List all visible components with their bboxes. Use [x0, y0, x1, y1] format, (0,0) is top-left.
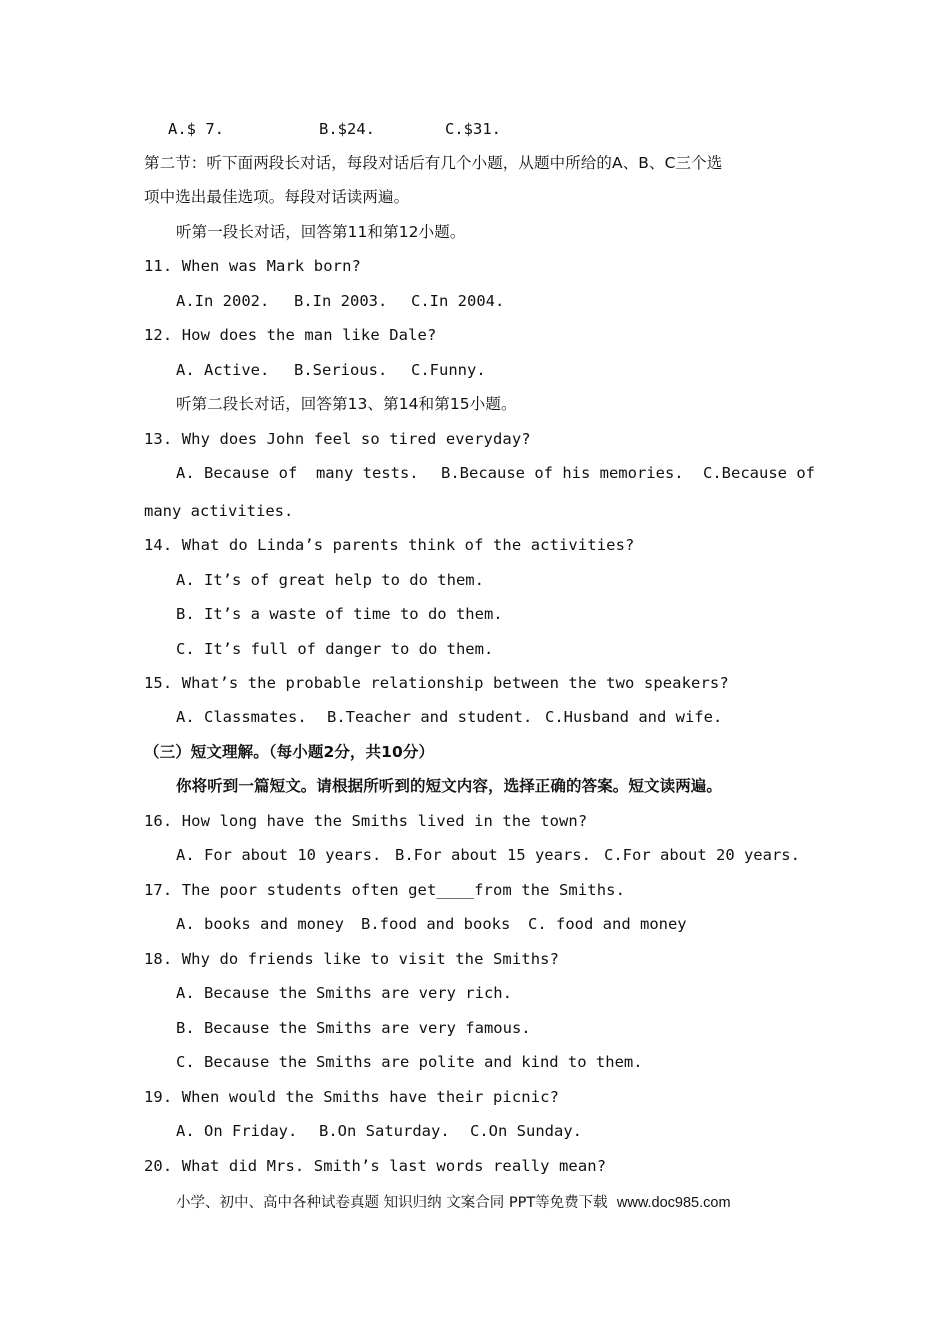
option-b: B.$24.	[319, 120, 375, 138]
question-11-stem: 11. When was Mark born?	[144, 257, 361, 275]
q17-option-c: C. food and money	[528, 915, 687, 933]
q16-option-a: A. For about 10 years.	[176, 846, 382, 864]
footer-ad	[176, 1191, 731, 1212]
q13-option-b: B.Because of his memories.	[441, 464, 684, 482]
q12-option-c: C.Funny.	[411, 361, 486, 379]
q11-option-b: B.In 2003.	[294, 292, 388, 310]
q14-option-b: B. It’s a waste of time to do them.	[176, 605, 503, 623]
q14-option-a: A. It’s of great help to do them.	[176, 571, 484, 589]
q18-option-a: A. Because the Smiths are very rich.	[176, 984, 512, 1002]
q17-option-b: B.food and books	[361, 915, 511, 933]
question-16-stem: 16. How long have the Smiths lived in the town?	[144, 812, 588, 830]
q12-option-b: B.Serious.	[294, 361, 388, 379]
q15-option-b: B.Teacher and student.	[327, 708, 533, 726]
q15-option-a: A. Classmates.	[176, 708, 307, 726]
q11-option-c: C.In 2004.	[411, 292, 505, 310]
q16-option-c: C.For about 20 years.	[604, 846, 800, 864]
question-14-stem: 14. What do Linda’s parents think of the activities?	[144, 536, 635, 554]
section3-instruction: 你将听到一篇短文。请根据所听到的短文内容，选择正确的答案。短文读两遍。	[176, 777, 723, 795]
question-12-stem: 12. How does the man like Dale?	[144, 326, 437, 344]
q18-option-b: B. Because the Smiths are very famous.	[176, 1019, 531, 1037]
q19-option-b: B.On Saturday.	[319, 1122, 450, 1140]
question-19-stem: 19. When would the Smiths have their picnic?	[144, 1088, 559, 1106]
q19-option-c: C.On Sunday.	[470, 1122, 582, 1140]
q13-option-c-continued: many activities.	[144, 502, 294, 520]
option-c: C.$31.	[445, 120, 501, 138]
question-20-stem: 20. What did Mrs. Smith’s last words really mean?	[144, 1157, 607, 1175]
q14-option-c: C. It’s full of danger to do them.	[176, 640, 494, 658]
q16-option-b: B.For about 15 years.	[395, 846, 591, 864]
question-15-stem: 15. What’s the probable relationship between the two speakers?	[144, 674, 729, 692]
footer-url[interactable]: www.doc985.com	[616, 1195, 731, 1211]
question-17-stem: 17. The poor students often get____from the Smiths.	[144, 881, 626, 899]
dialog1-intro: 听第一段长对话，回答第11和第12小题。	[176, 223, 466, 241]
q18-option-c: C. Because the Smiths are polite and kind to them.	[176, 1053, 643, 1071]
question-13-stem: 13. Why does John feel so tired everyday?	[144, 430, 531, 448]
section2-heading-line1: 第二节：听下面两段长对话，每段对话后有几个小题，从题中所给的A、B、C三个选	[144, 154, 723, 172]
q13-option-c: C.Because of	[703, 464, 815, 482]
option-a: A.$ 7.	[168, 120, 224, 138]
q12-option-a: A. Active.	[176, 361, 270, 379]
q19-option-a: A. On Friday.	[176, 1122, 298, 1140]
q15-option-c: C.Husband and wife.	[545, 708, 723, 726]
dialog2-intro: 听第二段长对话，回答第13、第14和第15小题。	[176, 395, 517, 413]
section2-heading-line2: 项中选出最佳选项。每段对话读两遍。	[144, 188, 410, 206]
q17-option-a: A. books and money	[176, 915, 344, 933]
question-18-stem: 18. Why do friends like to visit the Smiths?	[144, 950, 559, 968]
footer-text: 小学、初中、高中各种试卷真题 知识归纳 文案合同 PPT等免费下载	[176, 1195, 617, 1211]
section3-heading: （三）短文理解。（每小题2分，共10分）	[144, 743, 435, 761]
q13-option-a: A. Because of many tests.	[176, 464, 419, 482]
q11-option-a: A.In 2002.	[176, 292, 270, 310]
